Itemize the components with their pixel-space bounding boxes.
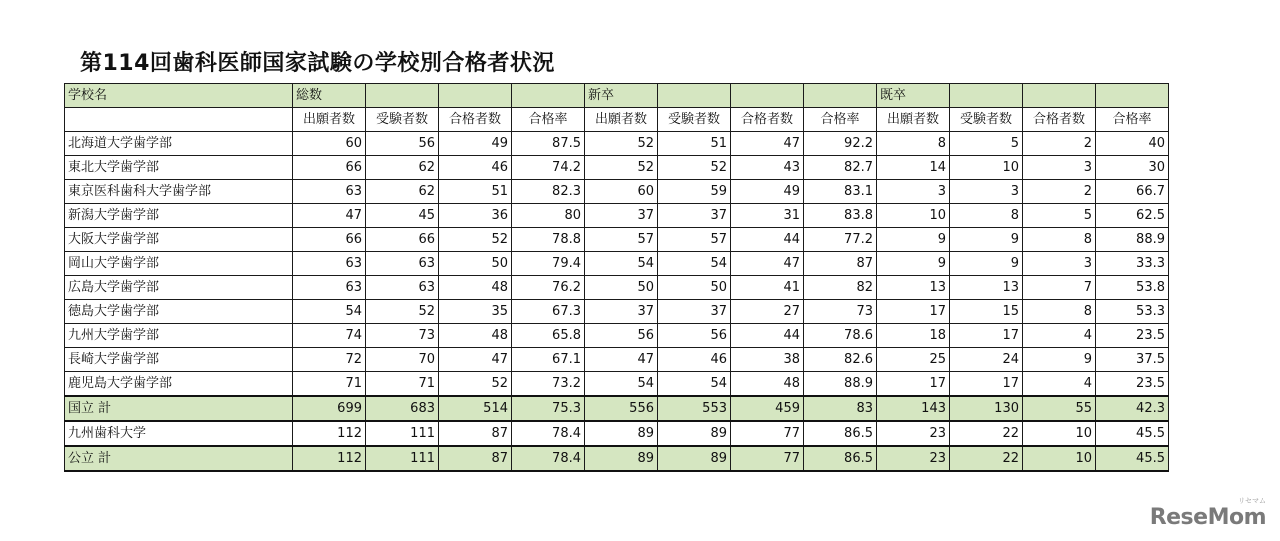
table-cell: 5 <box>950 132 1023 156</box>
table-cell: 44 <box>731 228 804 252</box>
table-cell: 54 <box>585 372 658 397</box>
table-cell: 8 <box>1023 300 1096 324</box>
table-cell: 83 <box>804 396 877 421</box>
table-cell: 40 <box>1096 132 1169 156</box>
table-cell: 66.7 <box>1096 180 1169 204</box>
table-cell: 49 <box>731 180 804 204</box>
column-header: 出願者数 <box>293 108 366 132</box>
table-cell: 48 <box>731 372 804 397</box>
table-cell: 37.5 <box>1096 348 1169 372</box>
table-cell: 111 <box>366 421 439 446</box>
table-cell: 8 <box>950 204 1023 228</box>
table-cell: 22 <box>950 421 1023 446</box>
column-header: 出願者数 <box>877 108 950 132</box>
table-cell: 86.5 <box>804 421 877 446</box>
table-cell: 87 <box>439 421 512 446</box>
table-cell: 73.2 <box>512 372 585 397</box>
table-cell: 78.8 <box>512 228 585 252</box>
table-cell: 74 <box>293 324 366 348</box>
table-cell: 51 <box>439 180 512 204</box>
school-name: 鹿児島大学歯学部 <box>65 372 293 397</box>
table-cell: 2 <box>1023 180 1096 204</box>
table-cell: 53.3 <box>1096 300 1169 324</box>
table-cell: 10 <box>877 204 950 228</box>
table-cell: 15 <box>950 300 1023 324</box>
table-cell: 27 <box>731 300 804 324</box>
table-cell: 47 <box>731 132 804 156</box>
table-cell: 35 <box>439 300 512 324</box>
table-cell: 13 <box>877 276 950 300</box>
table-cell: 86.5 <box>804 446 877 471</box>
table-cell: 67.3 <box>512 300 585 324</box>
table-row <box>65 324 1169 348</box>
table-cell: 63 <box>366 276 439 300</box>
table-cell: 37 <box>658 204 731 228</box>
table-cell: 47 <box>585 348 658 372</box>
table-cell: 88.9 <box>804 372 877 397</box>
table-cell: 44 <box>731 324 804 348</box>
table-cell: 38 <box>731 348 804 372</box>
table-cell: 50 <box>439 252 512 276</box>
column-header: 受験者数 <box>950 108 1023 132</box>
table-cell: 46 <box>658 348 731 372</box>
table-cell: 73 <box>804 300 877 324</box>
table-row <box>65 204 1169 228</box>
table-cell: 52 <box>439 228 512 252</box>
table-cell: 17 <box>950 324 1023 348</box>
table-cell: 59 <box>658 180 731 204</box>
table-cell: 82 <box>804 276 877 300</box>
table-row <box>65 132 1169 156</box>
table-cell: 7 <box>1023 276 1096 300</box>
table-row <box>65 252 1169 276</box>
school-name: 岡山大学歯学部 <box>65 252 293 276</box>
table-cell: 62 <box>366 156 439 180</box>
school-name: 東京医科歯科大学歯学部 <box>65 180 293 204</box>
table-cell: 53.8 <box>1096 276 1169 300</box>
table-cell: 17 <box>877 372 950 397</box>
table-cell: 24 <box>950 348 1023 372</box>
table-cell: 47 <box>439 348 512 372</box>
table-cell: 17 <box>950 372 1023 397</box>
table-cell: 76.2 <box>512 276 585 300</box>
table-cell: 74.2 <box>512 156 585 180</box>
table-cell: 42.3 <box>1096 396 1169 421</box>
table-cell: 4 <box>1023 324 1096 348</box>
table-cell: 56 <box>658 324 731 348</box>
table-cell: 60 <box>293 132 366 156</box>
table-cell: 89 <box>658 421 731 446</box>
column-header: 出願者数 <box>585 108 658 132</box>
table-cell: 43 <box>731 156 804 180</box>
table-cell: 87 <box>804 252 877 276</box>
table-cell: 52 <box>585 156 658 180</box>
results-table <box>64 83 1169 472</box>
school-name: 九州大学歯学部 <box>65 324 293 348</box>
table-cell: 47 <box>731 252 804 276</box>
table-cell: 47 <box>293 204 366 228</box>
school-name: 徳島大学歯学部 <box>65 300 293 324</box>
table-cell: 82.3 <box>512 180 585 204</box>
school-name: 九州歯科大学 <box>65 421 293 446</box>
table-cell: 82.7 <box>804 156 877 180</box>
table-row <box>65 276 1169 300</box>
table-cell: 10 <box>1023 446 1096 471</box>
table-cell: 52 <box>439 372 512 397</box>
table-cell: 5 <box>1023 204 1096 228</box>
table-cell: 143 <box>877 396 950 421</box>
table-cell: 54 <box>658 372 731 397</box>
group-header-prior: 既卒 <box>877 84 950 108</box>
table-row <box>65 300 1169 324</box>
table-cell: 25 <box>877 348 950 372</box>
table-cell: 62.5 <box>1096 204 1169 228</box>
table-cell: 89 <box>585 446 658 471</box>
table-cell: 78.4 <box>512 421 585 446</box>
table-cell: 130 <box>950 396 1023 421</box>
table-cell: 31 <box>731 204 804 228</box>
table-cell: 66 <box>366 228 439 252</box>
table-cell: 514 <box>439 396 512 421</box>
table-cell: 65.8 <box>512 324 585 348</box>
table-cell: 82.6 <box>804 348 877 372</box>
subtotal-row <box>65 396 1169 421</box>
table-cell: 83.1 <box>804 180 877 204</box>
table-cell: 54 <box>585 252 658 276</box>
table-cell: 63 <box>293 276 366 300</box>
table-cell: 37 <box>585 300 658 324</box>
table-cell: 17 <box>877 300 950 324</box>
table-cell: 36 <box>439 204 512 228</box>
table-cell: 45.5 <box>1096 446 1169 471</box>
group-header-row <box>65 84 1169 108</box>
table-cell: 8 <box>1023 228 1096 252</box>
table-cell: 3 <box>950 180 1023 204</box>
table-cell: 66 <box>293 228 366 252</box>
table-cell: 73 <box>366 324 439 348</box>
table-cell: 50 <box>658 276 731 300</box>
column-header: 受験者数 <box>366 108 439 132</box>
table-cell: 30 <box>1096 156 1169 180</box>
table-cell: 79.4 <box>512 252 585 276</box>
column-header: 合格者数 <box>1023 108 1096 132</box>
table-cell: 9 <box>1023 348 1096 372</box>
table-cell: 23.5 <box>1096 324 1169 348</box>
table-cell: 10 <box>950 156 1023 180</box>
table-cell: 9 <box>877 228 950 252</box>
table-cell: 57 <box>658 228 731 252</box>
column-header: 合格者数 <box>731 108 804 132</box>
table-cell: 60 <box>585 180 658 204</box>
table-cell: 683 <box>366 396 439 421</box>
table-cell: 75.3 <box>512 396 585 421</box>
column-header: 合格率 <box>804 108 877 132</box>
table-cell: 66 <box>293 156 366 180</box>
school-name: 国立 計 <box>65 396 293 421</box>
table-cell: 88.9 <box>1096 228 1169 252</box>
table-row <box>65 228 1169 252</box>
table-cell: 55 <box>1023 396 1096 421</box>
table-cell: 78.4 <box>512 446 585 471</box>
column-header: 受験者数 <box>658 108 731 132</box>
table-cell: 37 <box>658 300 731 324</box>
table-cell: 77.2 <box>804 228 877 252</box>
table-cell: 78.6 <box>804 324 877 348</box>
table-cell: 83.8 <box>804 204 877 228</box>
table-cell: 18 <box>877 324 950 348</box>
table-cell: 56 <box>366 132 439 156</box>
table-row <box>65 180 1169 204</box>
table-cell: 89 <box>658 446 731 471</box>
table-cell: 77 <box>731 421 804 446</box>
table-cell: 556 <box>585 396 658 421</box>
school-name: 長崎大学歯学部 <box>65 348 293 372</box>
table-cell: 92.2 <box>804 132 877 156</box>
table-cell: 10 <box>1023 421 1096 446</box>
table-cell: 37 <box>585 204 658 228</box>
table-cell: 23 <box>877 446 950 471</box>
table-cell: 56 <box>585 324 658 348</box>
school-name: 北海道大学歯学部 <box>65 132 293 156</box>
table-cell: 52 <box>658 156 731 180</box>
school-name: 大阪大学歯学部 <box>65 228 293 252</box>
table-cell: 14 <box>877 156 950 180</box>
table-cell: 112 <box>293 446 366 471</box>
table-cell: 52 <box>366 300 439 324</box>
table-cell: 112 <box>293 421 366 446</box>
table-cell: 3 <box>1023 252 1096 276</box>
table-cell: 8 <box>877 132 950 156</box>
column-header: 合格率 <box>512 108 585 132</box>
column-header: 合格率 <box>1096 108 1169 132</box>
table-row <box>65 156 1169 180</box>
table-cell: 45 <box>366 204 439 228</box>
table-cell: 9 <box>950 228 1023 252</box>
group-header-total: 総数 <box>293 84 366 108</box>
table-cell: 63 <box>293 252 366 276</box>
table-cell: 54 <box>293 300 366 324</box>
subtotal-row <box>65 446 1169 471</box>
table-cell: 67.1 <box>512 348 585 372</box>
table-cell: 46 <box>439 156 512 180</box>
group-header-new: 新卒 <box>585 84 658 108</box>
table-cell: 48 <box>439 324 512 348</box>
table-cell: 54 <box>658 252 731 276</box>
table-cell: 52 <box>585 132 658 156</box>
table-cell: 111 <box>366 446 439 471</box>
table-cell: 4 <box>1023 372 1096 397</box>
table-row <box>65 421 1169 446</box>
school-name: 公立 計 <box>65 446 293 471</box>
table-cell: 72 <box>293 348 366 372</box>
table-cell: 63 <box>366 252 439 276</box>
table-cell: 63 <box>293 180 366 204</box>
table-cell: 57 <box>585 228 658 252</box>
table-cell: 48 <box>439 276 512 300</box>
table-cell: 3 <box>1023 156 1096 180</box>
table-cell: 9 <box>950 252 1023 276</box>
table-cell: 89 <box>585 421 658 446</box>
table-cell: 22 <box>950 446 1023 471</box>
table-cell: 45.5 <box>1096 421 1169 446</box>
table-cell: 699 <box>293 396 366 421</box>
table-cell: 50 <box>585 276 658 300</box>
column-header: 合格者数 <box>439 108 512 132</box>
table-cell: 77 <box>731 446 804 471</box>
table-row <box>65 372 1169 397</box>
table-cell: 13 <box>950 276 1023 300</box>
table-cell: 9 <box>877 252 950 276</box>
table-cell: 87 <box>439 446 512 471</box>
table-cell: 23.5 <box>1096 372 1169 397</box>
table-cell: 87.5 <box>512 132 585 156</box>
table-cell: 80 <box>512 204 585 228</box>
table-cell: 62 <box>366 180 439 204</box>
table-cell: 41 <box>731 276 804 300</box>
table-cell: 553 <box>658 396 731 421</box>
table-cell: 71 <box>366 372 439 397</box>
table-cell: 459 <box>731 396 804 421</box>
page-title: 第114回歯科医師国家試験の学校別合格者状況 <box>80 51 555 76</box>
table-cell: 33.3 <box>1096 252 1169 276</box>
school-name: 新潟大学歯学部 <box>65 204 293 228</box>
table-cell: 3 <box>877 180 950 204</box>
table-cell: 71 <box>293 372 366 397</box>
table-cell: 2 <box>1023 132 1096 156</box>
school-name: 東北大学歯学部 <box>65 156 293 180</box>
table-cell: 23 <box>877 421 950 446</box>
table-cell: 49 <box>439 132 512 156</box>
resemom-logo: ReseMom リセマム <box>1149 497 1266 530</box>
subheader-row <box>65 108 1169 132</box>
school-header: 学校名 <box>65 84 293 108</box>
table-row <box>65 348 1169 372</box>
school-name: 広島大学歯学部 <box>65 276 293 300</box>
table-cell: 51 <box>658 132 731 156</box>
table-cell: 70 <box>366 348 439 372</box>
